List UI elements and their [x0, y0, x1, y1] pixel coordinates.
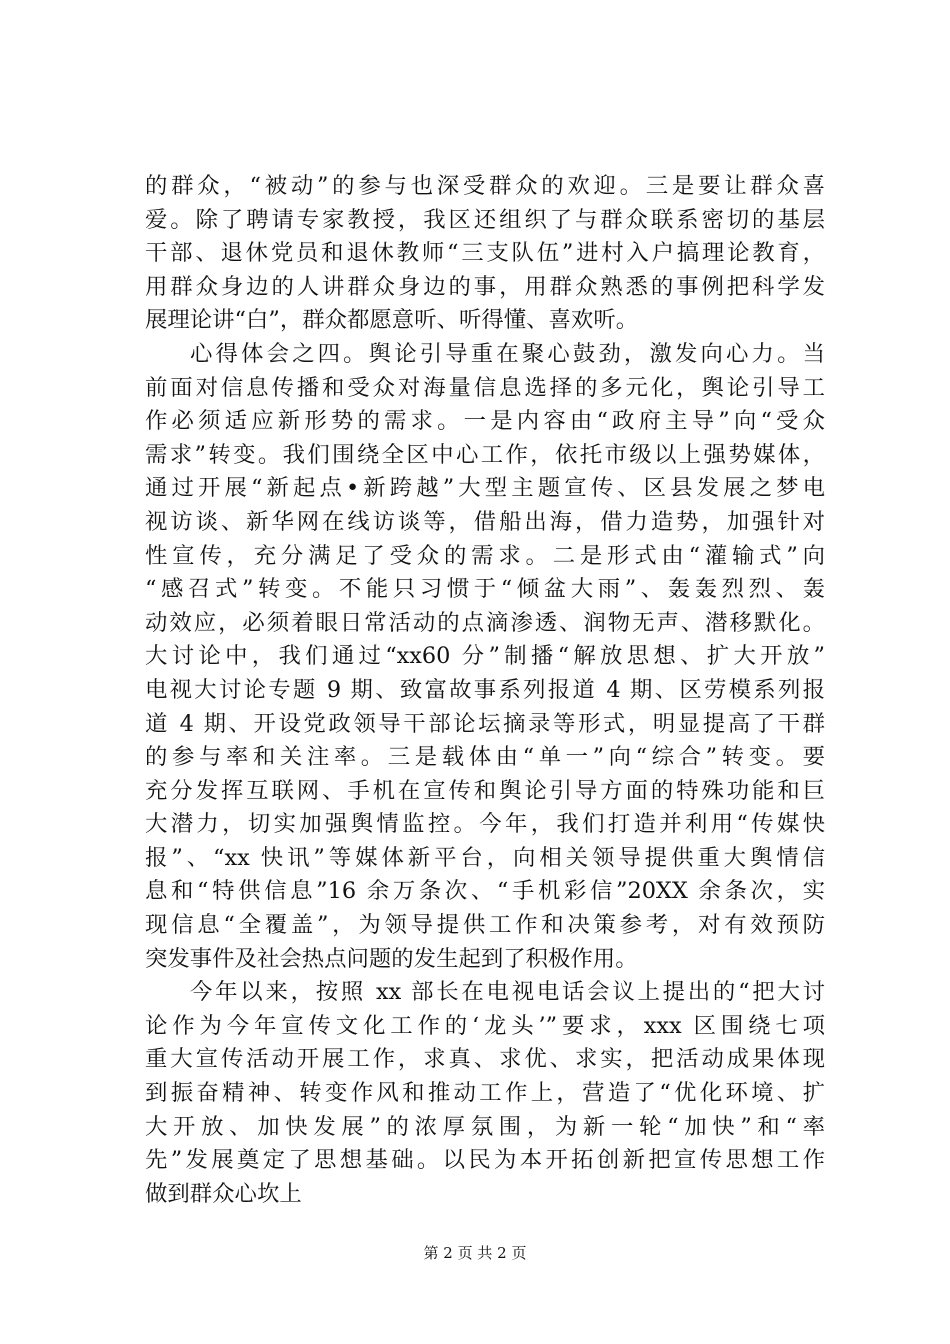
text-line: 用群众身边的人讲群众身边的事，用群众熟悉的事例把科学发 — [145, 273, 825, 300]
text-line: 做到群众心坎上 — [145, 1180, 302, 1207]
text-line: 的参与率和关注率。三是载体由“单一”向“综合”转变。要 — [145, 744, 825, 771]
text-line: 性宣传，充分满足了受众的需求。二是形式由“灌输式”向 — [145, 542, 825, 569]
text-line: 电视大讨论专题 9 期、致富故事系列报道 4 期、区劳模系列报 — [145, 676, 825, 703]
text-line: 通过开展“新起点•新跨越”大型主题宣传、区县发展之梦电 — [145, 475, 825, 502]
text-line: 重大宣传活动开展工作，求真、求优、求实，把活动成果体现 — [145, 1046, 825, 1073]
text-line: 大讨论中，我们通过“xx60 分”制播“解放思想、扩大开放” — [145, 643, 825, 670]
text-line: 到振奋精神、转变作风和推动工作上，营造了“优化环境、扩 — [145, 1080, 825, 1107]
text-line: 需求”转变。我们围绕全区中心工作，依托市级以上强势媒体， — [145, 441, 825, 468]
text-line: 突发事件及社会热点问题的发生起到了积极作用。 — [145, 945, 638, 972]
text-line: 论作为今年宣传文化工作的‘龙头’”要求，xxx 区围绕七项 — [145, 1012, 825, 1039]
text-line: 展理论讲“白”，群众都愿意听、听得懂、喜欢听。 — [145, 307, 639, 334]
text-line: 大开放、加快发展”的浓厚氛围，为新一轮“加快”和“率 — [145, 1113, 825, 1140]
text-line: 今年以来，按照 xx 部长在电视电话会议上提出的“把大讨 — [190, 979, 825, 1006]
text-line: 报”、“xx 快讯”等媒体新平台，向相关领导提供重大舆情信 — [145, 844, 825, 871]
text-line: 现信息“全覆盖”，为领导提供工作和决策参考，对有效预防 — [145, 912, 825, 939]
document-body — [145, 170, 825, 1211]
text-line: 大潜力，切实加强舆情监控。今年，我们打造并利用“传媒快 — [145, 811, 825, 838]
text-line: 先”发展奠定了思想基础。以民为本开拓创新把宣传思想工作 — [145, 1147, 825, 1174]
text-line: “感召式”转变。不能只习惯于“倾盆大雨”、轰轰烈烈、轰 — [145, 576, 825, 603]
text-line: 爱。除了聘请专家教授，我区还组织了与群众联系密切的基层 — [145, 206, 825, 233]
page-footer — [0, 1243, 950, 1263]
text-line: 视访谈、新华网在线访谈等，借船出海，借力造势，加强针对 — [145, 508, 825, 535]
text-line: 道 4 期、开设党政领导干部论坛摘录等形式，明显提高了干群 — [145, 710, 825, 737]
page-number: 第 2 页 共 2 页 — [423, 1244, 527, 1262]
text-line: 作必须适应新形势的需求。一是内容由“政府主导”向“受众 — [145, 408, 825, 435]
text-line: 的群众，“被动”的参与也深受群众的欢迎。三是要让群众喜 — [145, 173, 825, 199]
text-line: 动效应，必须着眼日常活动的点滴渗透、润物无声、潜移默化。 — [145, 609, 825, 636]
text-line: 干部、退休党员和退休教师“三支队伍”进村入户搞理论教育， — [145, 240, 825, 267]
text-line: 息和“特供信息”16 余万条次、“手机彩信”20XX 余条次，实 — [145, 878, 825, 905]
text-line: 心得体会之四。舆论引导重在聚心鼓劲，激发向心力。当 — [190, 340, 825, 367]
text-line: 前面对信息传播和受众对海量信息选择的多元化，舆论引导工 — [145, 374, 825, 401]
text-line: 充分发挥互联网、手机在宣传和舆论引导方面的特殊功能和巨 — [145, 777, 825, 804]
